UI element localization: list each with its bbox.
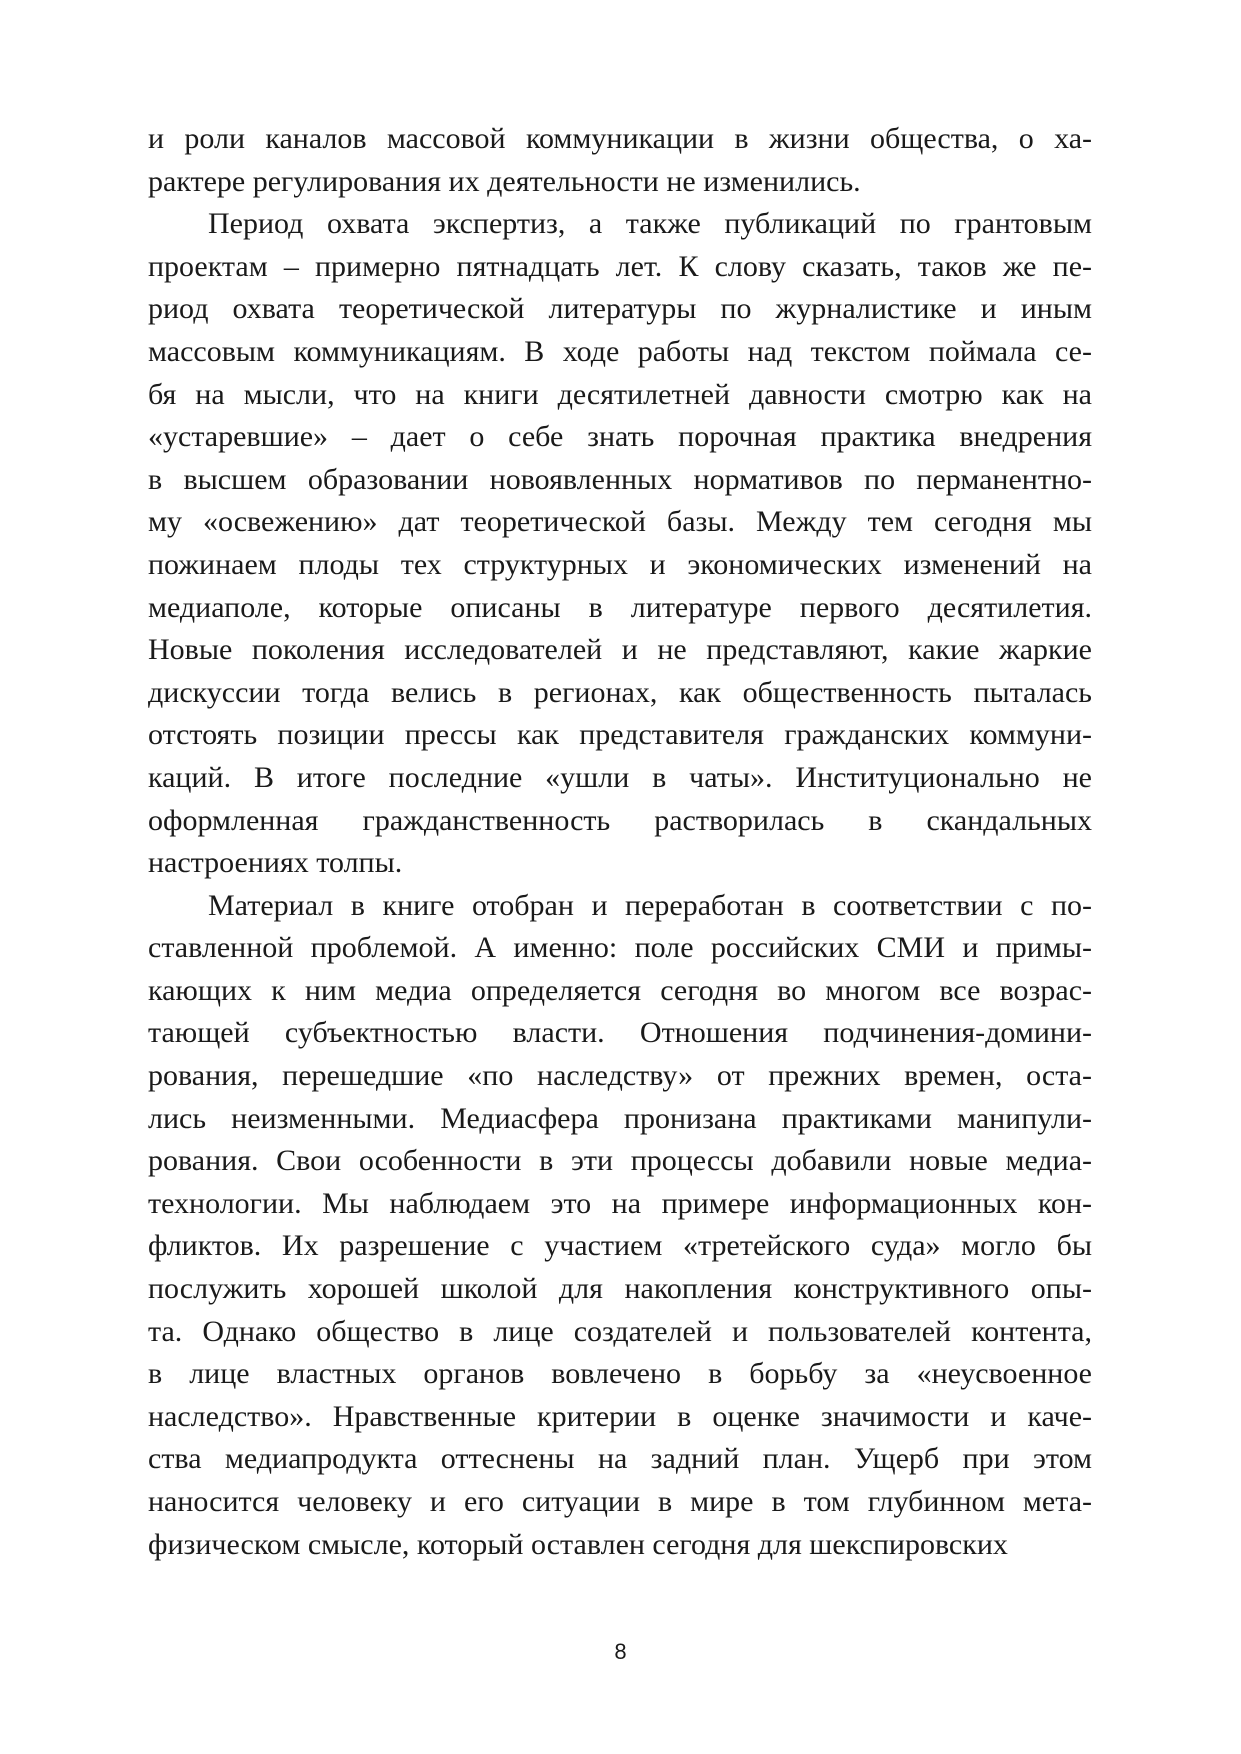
text-line: фликтов. Их разрешение с участием «третейского суда» могло бы: [148, 1229, 1092, 1263]
text-line: наследство». Нравственные критерии в оценке значимости и каче-: [148, 1399, 1092, 1433]
text-line: Новые поколения исследователей и не представляют, какие жаркие: [148, 633, 1092, 667]
text-line: наносится человеку и его ситуации в мире в том глубинном мета-: [148, 1485, 1092, 1518]
text-line: кающих к ним медиа определяется сегодня во многом все возрас-: [148, 973, 1092, 1007]
text-line: каций. В итоге последние «ушли в чаты». Институционально не: [148, 760, 1092, 794]
text-line: пожинаем плоды тех структурных и экономических изменений на: [148, 547, 1092, 581]
text-line: тающей субъектностью власти. Отношения подчинения-домини-: [148, 1016, 1092, 1050]
text-line: настроениях толпы.: [148, 846, 403, 880]
paragraph: [148, 885, 1092, 1567]
text-line: послужить хорошей школой для накопления конструктивного опы-: [148, 1272, 1092, 1306]
text-line: оформленная гражданственность растворилась в скандальных: [148, 803, 1092, 837]
text-line: му «освежению» дат теоретической базы. Между тем сегодня мы: [148, 505, 1092, 539]
text-line: технологии. Мы наблюдаем это на примере информационных кон-: [148, 1186, 1092, 1220]
text-line: проектам – примерно пятнадцать лет. К слову сказать, таков же пе-: [148, 249, 1092, 283]
text-line: физическом смысле, который оставлен сегодня для шекспировских: [148, 1527, 1008, 1561]
paragraph: [148, 203, 1092, 885]
page-body-text: [148, 118, 1092, 1566]
text-line: рования, перешедшие «по наследству» от прежних времен, оста-: [148, 1059, 1092, 1093]
text-line: бя на мысли, что на книги десятилетней давности смотрю как на: [148, 377, 1092, 411]
text-line: лись неизменными. Медиасфера пронизана практиками манипули-: [148, 1101, 1092, 1135]
text-line: отстоять позиции прессы как представителя гражданских коммуни-: [148, 718, 1092, 752]
text-line: массовым коммуникациям. В ходе работы над текстом поймала се-: [148, 334, 1092, 368]
text-line: «устаревшие» – дает о себе знать порочная практика внедрения: [148, 420, 1092, 454]
text-line: рактере регулирования их деятельности не изменились.: [148, 164, 861, 198]
page-number: 8: [614, 1639, 627, 1664]
paragraph: [148, 118, 1092, 203]
text-line: Период охвата экспертиз, а также публикаций по грантовым: [208, 207, 1092, 241]
text-line: риод охвата теоретической литературы по журналистике и иным: [148, 292, 1092, 326]
text-line: рования. Свои особенности в эти процессы добавили новые медиа-: [148, 1144, 1092, 1178]
text-line: и роли каналов массовой коммуникации в жизни общества, о ха-: [148, 122, 1092, 155]
text-line: та. Однако общество в лице создателей и пользователей контента,: [148, 1314, 1092, 1348]
text-line: Материал в книге отобран и переработан в соответствии с по-: [208, 888, 1092, 922]
text-line: дискуссии тогда велись в регионах, как общественность пыталась: [148, 675, 1092, 709]
text-line: в высшем образовании новоявленных нормативов по перманентно-: [148, 462, 1092, 496]
text-line: ства медиапродукта оттеснены на задний план. Ущерб при этом: [148, 1442, 1092, 1476]
text-line: медиаполе, которые описаны в литературе первого десятилетия.: [148, 590, 1092, 624]
text-line: в лице властных органов вовлечено в борьбу за «неусвоенное: [148, 1357, 1092, 1391]
text-line: ставленной проблемой. А именно: поле российских СМИ и примы-: [148, 931, 1092, 965]
